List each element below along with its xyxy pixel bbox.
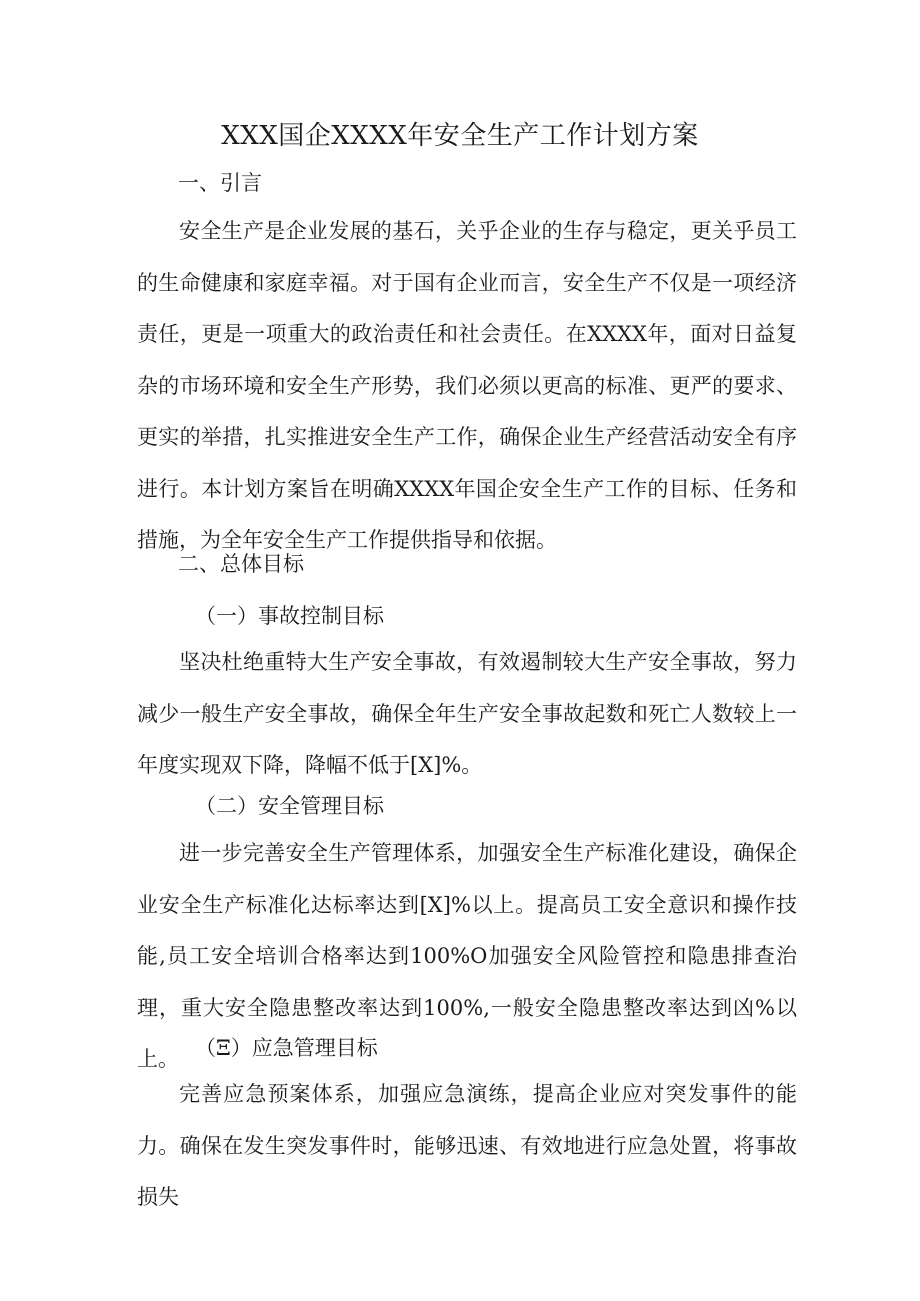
section-heading-goals: 二、总体目标: [178, 552, 304, 576]
paragraph-emergency-management: 完善应急预案体系，加强应急演练，提高企业应对突发事件的能力。确保在发生突发事件时，能够迅速、有效地进行应急处置，将事故损失: [137, 1082, 797, 1209]
subsection-heading-safety-management: （二）安全管理目标: [195, 794, 384, 818]
subsection-heading-emergency-management: （Ξ）应急管理目标: [195, 1036, 378, 1060]
section-heading-intro: 一、引言: [178, 171, 262, 195]
paragraph-intro: 安全生产是企业发展的基石，关乎企业的生存与稳定，更关乎员工的生命健康和家庭幸福。对于国有企业而言，安全生产不仅是一项经济责任，更是一项重大的政治责任和社会责任。在XXXX年，面对日益复杂的市场环境和安全生产形势，我们必须以更高的标准、更严的要求、更实的举措，扎实推进安全生产工作，确保企业生产经营活动安全有序进行。本计划方案旨在明确XXXX年国企安全生产工作的目标、任务和措施，为全年安全生产工作提供指导和依据。: [137, 219, 797, 552]
paragraph-accident-control: 坚决杜绝重特大生产安全事故，有效遏制较大生产安全事故，努力减少一般生产安全事故，确保全年生产安全事故起数和死亡人数较上一年度实现双下降，降幅不低于[X]%。: [137, 650, 797, 777]
subsection-heading-accident-control: （一）事故控制目标: [195, 604, 384, 628]
paragraph-safety-management: 进一步完善安全生产管理体系，加强安全生产标准化建设，确保企业安全生产标准化达标率达到[X]%以上。提高员工安全意识和操作技能,员工安全培训合格率达到100%O加强安全风险管控和隐患排查治理，重大安全隐患整改率达到100%,一般安全隐患整改率达到凶%以上。: [137, 841, 797, 1071]
document-title: XXX国企XXXX年安全生产工作计划方案: [221, 121, 699, 151]
